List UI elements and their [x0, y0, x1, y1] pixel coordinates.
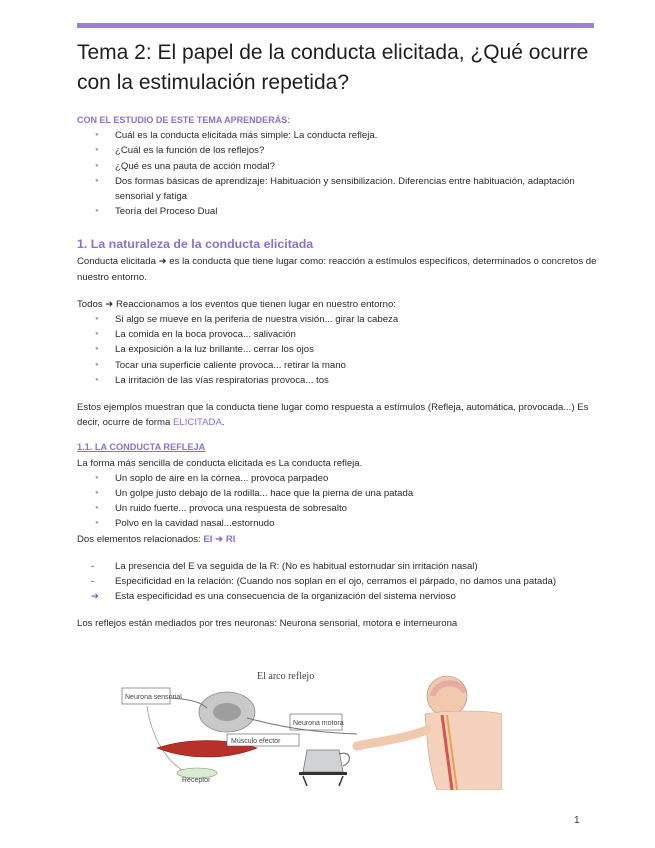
list-item: ● ¿Qué es una pauta de acción modal?: [115, 159, 597, 174]
motor-neuron-label: Neurona motora: [293, 720, 344, 727]
person-body-icon: [425, 711, 502, 790]
elicitada-highlight: ELICITADA: [172, 417, 222, 429]
kettle-icon: [303, 750, 343, 772]
figure-title: El arco reflejo: [257, 671, 315, 682]
list-item: ● Si algo se mueve en la periferia de nuestra visión... girar la cabeza: [115, 312, 597, 327]
reflex-points-list: [77, 559, 597, 605]
todos-paragraph: Todos ➜ Reaccionamos a los eventos que tienen lugar en nuestro entorno:: [77, 298, 396, 310]
definition-paragraph: Conducta elicitada ➜ es la conducta que tiene lugar como: reacción a estímulos específicos, determinados o concretos de nuestro entorno.: [77, 256, 597, 283]
list-item: - La presencia del E va seguida de la R: (No es habitual estornudar sin irritación nasal): [91, 560, 478, 572]
list-item: ● ¿Cuál es la función de los reflejos?: [115, 143, 597, 158]
examples-list: [77, 312, 597, 388]
related-elements: Dos elementos relacionados: EI ➜ RI: [77, 533, 236, 545]
header-accent-bar: [77, 23, 594, 28]
page-title: Tema 2: El papel de la conducta elicitada, ¿Qué ocurre con la estimulación repetida?: [77, 41, 589, 94]
receptor-label: Receptor: [182, 777, 211, 784]
reflex-arc-figure: [107, 670, 502, 790]
reflex-intro: La forma más sencilla de conducta elicitada es La conducta refleja.: [77, 457, 363, 469]
list-item: ● La comida en la boca provoca... salivación: [115, 327, 597, 342]
list-item: ● Un ruido fuerte... provoca una respuesta de sobresalto: [115, 501, 597, 516]
objectives-list: [77, 128, 597, 219]
objectives-heading: CON EL ESTUDIO DE ESTE TEMA APRENDERÁS:: [77, 115, 291, 125]
reflex-examples-list: [77, 471, 597, 532]
list-item: ➔ Esta especificidad es una consecuencia de la organización del sistema nervioso: [115, 589, 597, 604]
list-item: ● La exposición a la luz brillante... cerrar los ojos: [115, 342, 597, 357]
list-item: ● La irritación de las vías respiratorias provoca... tos: [115, 373, 597, 388]
list-item: ● Tocar una superficie caliente provoca... retirar la mano: [115, 358, 597, 373]
page-number: 1: [574, 815, 580, 826]
list-item: ● Un golpe justo debajo de la rodilla... hace que la pierna de una patada: [115, 486, 597, 501]
arrow-icon: ➔: [91, 591, 100, 603]
list-item: ● Dos formas básicas de aprendizaje: Habituación y sensibilización. Diferencias entre habituación, adaptación sensorial y fatiga: [115, 174, 597, 204]
list-item: - Especificidad en la relación: (Cuando nos soplan en el ojo, cerramos el párpado, no damos una patada): [91, 576, 557, 588]
list-item: ● Cuál es la conducta elicitada más simple: La conducta refleja.: [115, 128, 597, 143]
sensory-neuron-label: Neurona sensorial: [125, 694, 182, 701]
conclusion-paragraph: Estos ejemplos muestran que la conducta tiene lugar como respuesta a estímulos (Refleja, automática, provocada...) Es decir, ocurre de forma ELICITADA.: [77, 402, 589, 429]
list-item: ● Polvo en la cavidad nasal...estornudo: [115, 516, 597, 531]
section-1-1-heading[interactable]: 1.1. LA CONDUCTA REFLEJA: [77, 442, 206, 453]
neurons-paragraph: Los reflejos están mediados por tres neuronas: Neurona sensorial, motora e interneurona: [77, 618, 458, 630]
list-item: ● Teoría del Proceso Dual: [115, 204, 597, 219]
muscle-label: Músculo efector: [231, 738, 281, 745]
list-item: ● Un soplo de aire en la córnea... provoca parpadeo: [115, 471, 597, 486]
document-body: [77, 113, 597, 632]
ei-ri-highlight: EI ➜ RI: [203, 533, 236, 545]
section-1-heading: 1. La naturaleza de la conducta elicitada: [77, 237, 314, 252]
